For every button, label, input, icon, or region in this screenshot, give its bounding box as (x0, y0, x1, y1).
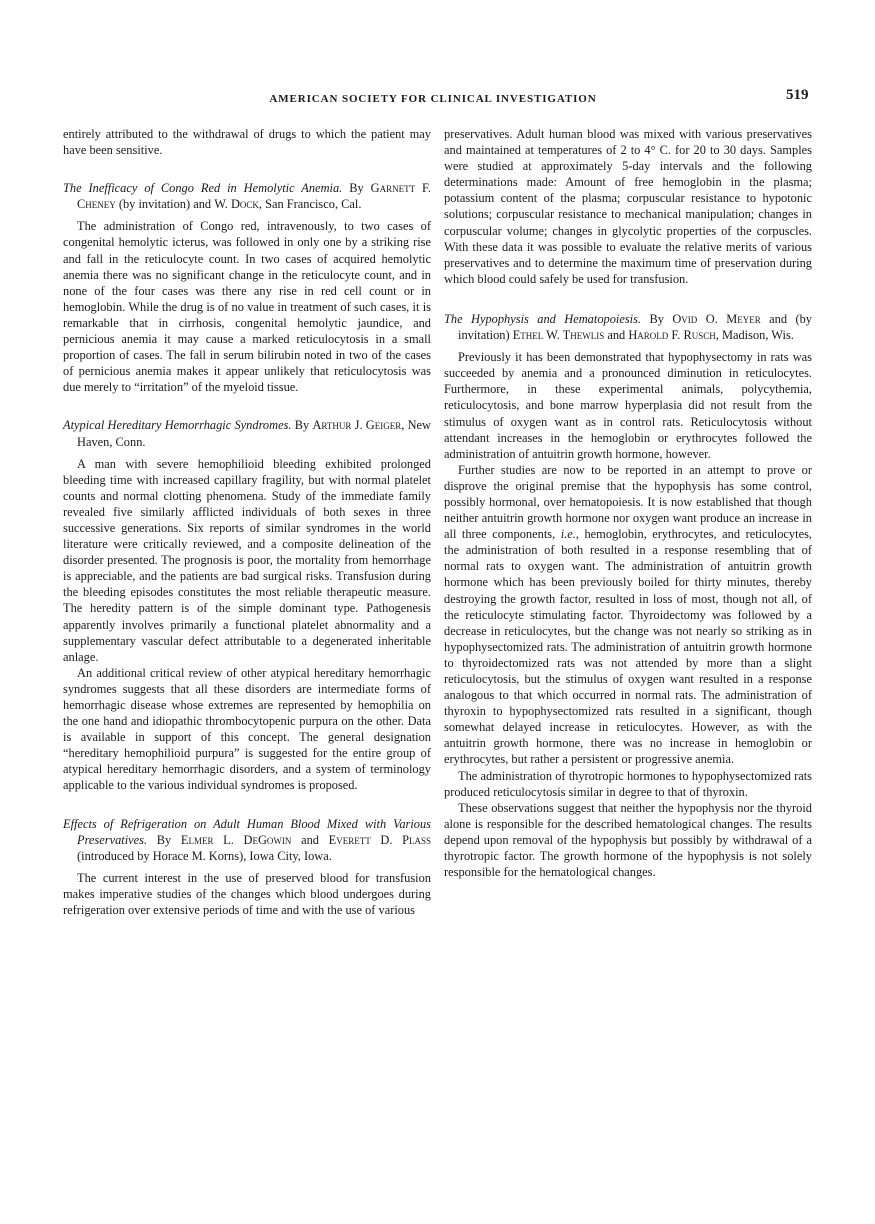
byline-by: By (641, 311, 673, 326)
author-location: , San Francisco, Cal. (258, 197, 362, 212)
right-column (444, 126, 812, 880)
abstract-heading-congo-red (63, 180, 431, 212)
author-name: Ethel W. Thewlis (512, 328, 605, 343)
author-location: , Madison, Wis. (715, 328, 794, 343)
author-location: , New Haven, Conn. (77, 418, 431, 449)
abstract-paragraph: The administration of thyrotropic hormones to hypophysectomized rats produced reticulocytosis similar in degree to that of thyroxin. (444, 768, 812, 799)
paragraph-text: , hemoglobin, erythrocytes, and reticulocytes, the administration of both resulted in a response resembling that of normal rats to oxygen want. The administration of antuitrin growth hormone which has been previously boiled for thirty minutes, thereby destroying the growth factor, resulted in loss of most, though not all, of the reticulocyte stimulating factor. Thyroidectomy was followed by a decrease in reticulocytes, but the change was not nearly so striking as in hypophysectomized rats. The administration of antuitrin growth hormone to thyroidectomized rats was not attended by more than a slight reticulocytosis, but the stimulus of oxygen want resulted in a response analogous to that which occurred in normal rats. The administration of thyroxin to hypophysectomized rats resulted in a significant, though somewhat delayed increase in reticulocytes. However, as with the antuitrin growth hormone, there was no increase in hemoglobin or erythrocytes, but rather a persistent or progressive anemia. (444, 527, 812, 767)
abstract-paragraph: Previously it has been demonstrated that hypophysectomy in rats was succeeded by anemia and a pronounced diminution in reticulocytes. Furthermore, in these experimental animals, polycythemia, reticulocytosis, and bone marrow hyperplasia did not result from the stimulus of oxygen want as in control rats. Reticulocytosis without attendant increases in the hemoglobin or erythrocytes followed the administration of antuitrin growth hormone, however. (444, 350, 812, 461)
abstract-title: Effects of Refrigeration on Adult Human Blood Mixed with Various Preservatives. (63, 816, 431, 847)
byline-text: (by invitation) and (115, 197, 215, 212)
page-number: 519 (786, 87, 809, 103)
byline-text: and (by invitation) (458, 311, 813, 343)
abstract-heading-hypophysis (444, 311, 812, 343)
byline-by: By (342, 181, 371, 196)
byline-by: By (291, 418, 313, 433)
abstract-paragraph: These observations suggest that neither the hypophysis nor the thyroid alone is responsible for the described hematological changes. The results depend upon removal of the hypophysis but possibly by withdrawal of a thyrotropic factor. The growth hormone of the hypophysis is not solely responsible for the hematological changes. (444, 800, 812, 880)
continuation-paragraph: preservatives. Adult human blood was mixed with various preservatives and maintained at temperatures of 2 to 4° C. for 20 to 30 days. Samples were studied at approximately 5-day intervals and the following determinations made: Amount of free hemoglobin in the plasma; potassium content of the plasma; corpuscular resistance to hypotonic solutions; corpuscular resistance to mechanical manipulation; changes in corpuscular volume; changes in glycolytic properties of the corpuscles. With these data it was possible to evaluate the relative merits of various preservatives and to determine the maximum time of preservation during which blood could safely be used for transfusion. (444, 127, 812, 286)
abstract-paragraph: A man with severe hemophilioid bleeding exhibited prolonged bleeding time with increased capillary fragility, but with normal platelet counts and normal clotting phenomena. Study of the immediate family revealed five similarly afflicted individuals of both sexes in three successive generations. Six reports of similar syndromes in the world literature were critically reviewed, and a composite delineation of the disorder presented. The prognosis is poor, the mortality from hemorrhage is appreciable, and the patients are bad surgical risks. Transfusion during the bleeding episodes constitutes the most reliable therapeutic measure. The heredity pattern is of the simple dominant type. Pathogenesis apparently involves primarily a functional platelet abnormality and a supplementary vascular defect attributable to a degenerated inheritable anlage. (63, 456, 431, 664)
byline-text: and (604, 328, 629, 343)
author-name: Everett D. Plass (328, 832, 432, 847)
paragraph-text: Further studies are now to be reported in an attempt to prove or disprove the original premise that the hypophysis has some control, possibly hormonal, over hematopoiesis. It is now established that though neither antuitrin growth hormone nor oxygen want produce an increase in all three components, (444, 462, 812, 542)
abstract-title: The Hypophysis and Hematopoiesis. (444, 311, 642, 326)
abstract-title: Atypical Hereditary Hemorrhagic Syndromes. (63, 418, 292, 433)
abstract-heading-refrigeration (63, 816, 431, 864)
abstract-title: The Inefficacy of Congo Red in Hemolytic Anemia. (63, 181, 343, 196)
abstract-heading-atypical (63, 417, 431, 449)
abstract-paragraph: The current interest in the use of preserved blood for transfusion makes imperative studies of the changes which blood undergoes during refrigeration over extensive periods of time and with the use of various (63, 870, 431, 918)
author-name: Harold F. Rusch (628, 328, 716, 343)
author-name: Ovid O. Meyer (672, 311, 761, 326)
latin-abbreviation: i.e. (560, 527, 576, 542)
byline-by: By (147, 832, 181, 847)
author-name: Arthur J. Geiger (312, 418, 402, 433)
abstract-paragraph: The administration of Congo red, intravenously, to two cases of congenital hemolytic icterus, was followed in only one by a striking rise and fall in the reticulocyte count. In two cases of acquired hemolytic anemia there was no significant change in the reticulocyte count, and in none of the four cases was there any rise in red cell count or in hemoglobin. While the drug is of no value in treatment of such cases, it is remarkable that in cirrhosis, congenital hemolytic jaundice, and pernicious anemia it may cause a marked reticulocytosis in a small proportion of cases. The fall in serum bilirubin noted in two of the cases of pernicious anemia makes it appear unlikely that reticulocytosis was due merely to “irritation” of the myeloid tissue. (63, 219, 431, 395)
byline-text: (introduced by Horace M. Korns), Iowa City, Iowa. (77, 848, 332, 863)
continuation-paragraph: entirely attributed to the withdrawal of drugs to which the patient may have been sensitive. (63, 127, 431, 158)
left-column (63, 126, 431, 918)
author-name: Elmer L. DeGowin (180, 832, 292, 847)
byline-text: and (291, 832, 329, 847)
abstract-paragraph: An additional critical review of other atypical hereditary hemorrhagic syndromes suggests that all these disorders are intermediate forms of hemorrhagic disease whose extremes are represented by hemophilia on the one hand and idiopathic thrombocytopenic purpura on the other. Data is available in support of this concept. The general designation “hereditary hemophilioid purpura” is suggested for the entire group of atypical hereditary hemorrhagic disorders, and a system of terminology applicable to the various individual syndromes is proposed. (63, 665, 431, 793)
running-head: AMERICAN SOCIETY FOR CLINICAL INVESTIGATION (269, 93, 597, 105)
abstract-paragraph (444, 462, 812, 768)
author-name: Garnett F. Cheney (77, 181, 432, 212)
author-name: W. Dock (214, 197, 259, 212)
